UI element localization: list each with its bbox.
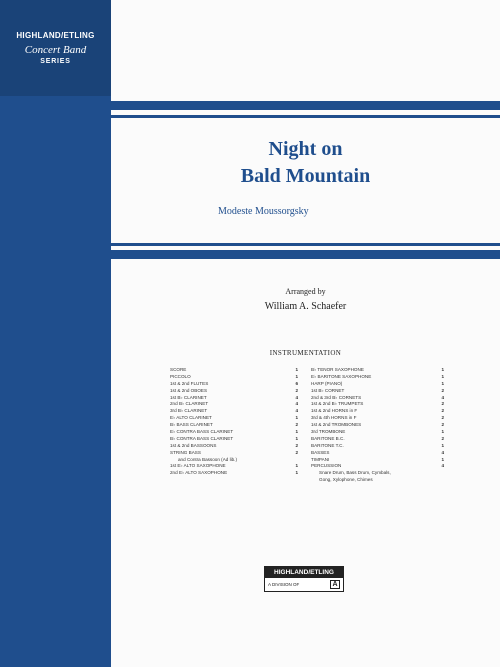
alfred-logo-icon: A	[330, 580, 340, 589]
composer-name: Modeste Moussorgsky	[218, 206, 309, 217]
instrument-name: and Contra Bassoon (Ad lib.)	[178, 456, 237, 462]
instrument-name: B♭ BASS CLARINET	[170, 422, 213, 428]
instrument-row	[311, 429, 444, 436]
instrument-name: 1st & 2nd OBOES	[170, 387, 208, 393]
series-word: SERIES	[40, 58, 71, 65]
instrument-row	[170, 457, 298, 464]
instrument-quantity: 4	[441, 449, 444, 455]
instrument-row	[311, 470, 444, 477]
arranger-name: William A. Schaefer	[264, 301, 347, 312]
instrument-row	[170, 395, 298, 402]
instrument-name: BASSES	[311, 449, 330, 455]
instrument-quantity: 2	[441, 387, 444, 393]
instrument-quantity: 6	[295, 380, 298, 386]
series-label-box	[0, 0, 111, 96]
instrument-row	[311, 415, 444, 422]
instrument-quantity: 2	[441, 408, 444, 414]
instrument-name: 3rd TROMBONE	[311, 429, 346, 435]
instrument-quantity: 1	[295, 429, 298, 435]
instrument-row	[170, 436, 298, 443]
arranged-by-label: Arranged by	[285, 287, 326, 296]
instrument-name: 1st & 2nd TROMBONES	[311, 422, 362, 428]
instrument-row	[170, 443, 298, 450]
instrument-row	[311, 381, 444, 388]
instrument-name: 3rd B♭ CLARINET	[170, 408, 208, 414]
instrument-row	[311, 443, 444, 450]
instrument-quantity: 1	[441, 367, 444, 372]
instrument-row	[311, 477, 444, 484]
instrument-quantity: 1	[441, 380, 444, 386]
instrument-name: BARITONE B.C.	[311, 435, 345, 441]
instrument-quantity: 1	[295, 470, 298, 476]
instrument-name: 1st & 2nd HORNS in F	[311, 408, 358, 414]
instrument-row	[170, 401, 298, 408]
instrument-name: STRING BASS	[170, 449, 201, 455]
instrument-row	[311, 436, 444, 443]
instrument-quantity: 4	[441, 463, 444, 469]
instrument-row	[311, 422, 444, 429]
instrument-quantity: 1	[295, 373, 298, 379]
publisher-logo-name: HIGHLAND/ETLING	[265, 567, 343, 578]
instrument-row	[170, 422, 298, 429]
instrument-row	[311, 374, 444, 381]
instrument-quantity: 4	[441, 394, 444, 400]
instrument-quantity: 2	[295, 449, 298, 455]
instrument-row	[311, 457, 444, 464]
instrument-name: B♭ TENOR SAXOPHONE	[311, 367, 364, 372]
instrument-quantity: 2	[441, 435, 444, 441]
instrument-quantity: 1	[441, 442, 444, 448]
instrument-quantity: 2	[295, 422, 298, 428]
instrument-row	[170, 408, 298, 415]
instrument-row	[170, 381, 298, 388]
instrument-quantity: 4	[295, 394, 298, 400]
instrument-quantity: 2	[295, 442, 298, 448]
instrument-name: 2nd E♭ ALTO SAXOPHONE	[170, 470, 228, 476]
instrument-name: 1st E♭ ALTO SAXOPHONE	[170, 463, 226, 469]
instrument-name: 1st B♭ CORNET	[311, 387, 345, 393]
instrument-row	[170, 470, 298, 477]
instrument-name: E♭ CONTRA BASS CLARINET	[170, 429, 234, 435]
top-thin-band	[111, 115, 500, 118]
left-blue-panel	[0, 0, 111, 667]
instrument-quantity: 1	[295, 435, 298, 441]
instrument-quantity: 1	[295, 367, 298, 372]
instrument-quantity: 2	[441, 415, 444, 421]
series-title: Concert Band	[24, 44, 87, 56]
instrument-row	[311, 388, 444, 395]
instrument-row	[311, 367, 444, 374]
instrument-name: PERCUSSION	[311, 463, 342, 469]
instrument-quantity: 1	[295, 463, 298, 469]
instrument-name: 1st & 2nd B♭ TRUMPETS	[311, 401, 364, 407]
instrument-name: SCORE	[170, 367, 187, 372]
instrument-quantity: 1	[441, 373, 444, 379]
instrument-quantity: 2	[295, 387, 298, 393]
top-thick-band	[111, 101, 500, 110]
instrument-name: E♭ BARITONE SAXOPHONE	[311, 373, 372, 379]
instrument-row	[311, 463, 444, 470]
instrument-name: Gong, Xylophone, Chimes	[319, 477, 373, 483]
instrument-quantity: 1	[441, 456, 444, 462]
instrumentation-heading: INSTRUMENTATION	[269, 349, 342, 357]
instrument-row	[311, 408, 444, 415]
publisher-logo	[264, 566, 344, 592]
instrument-name: B♭ CONTRA BASS CLARINET	[170, 435, 234, 441]
instrument-quantity: 4	[295, 408, 298, 414]
instrument-name: E♭ ALTO CLARINET	[170, 415, 212, 421]
series-publisher-name: HIGHLAND/ETLING	[16, 31, 95, 40]
instrument-list-right	[311, 367, 444, 484]
instrument-name: 1st & 2nd BASSOONS	[170, 442, 217, 448]
instrument-name: 2nd & 3rd B♭ CORNETS	[311, 394, 362, 400]
instrument-row	[170, 415, 298, 422]
instrument-list-left	[170, 367, 298, 477]
instrument-name: 1st & 2nd FLUTES	[170, 380, 209, 386]
instrument-name: HARP (PIANO)	[311, 380, 343, 386]
bottom-thin-band	[111, 243, 500, 246]
instrument-name: BARITONE T.C.	[311, 442, 344, 448]
instrument-row	[170, 367, 298, 374]
publisher-logo-division: A DIVISION OF	[268, 582, 300, 587]
bottom-thick-band	[111, 250, 500, 259]
instrument-quantity: 2	[441, 422, 444, 428]
instrument-name: 2nd B♭ CLARINET	[170, 401, 209, 407]
instrument-row	[311, 450, 444, 457]
instrument-name: Snare Drum, Bass Drum, Cymbals,	[319, 470, 391, 476]
title-line-1: Night on	[268, 138, 343, 160]
instrument-name: 3rd & 4th HORNS in F	[311, 415, 357, 421]
instrument-row	[170, 429, 298, 436]
instrument-row	[170, 374, 298, 381]
instrument-name: TIMPANI	[311, 456, 330, 462]
instrument-row	[170, 450, 298, 457]
instrument-quantity: 1	[441, 429, 444, 435]
instrument-row	[170, 388, 298, 395]
instrument-row	[311, 395, 444, 402]
title-line-2: Bald Mountain	[240, 165, 371, 187]
instrument-name: 1st B♭ CLARINET	[170, 394, 207, 400]
instrument-quantity: 1	[295, 415, 298, 421]
instrument-name: PICCOLO	[170, 373, 191, 379]
instrument-row	[170, 463, 298, 470]
instrument-quantity: 2	[441, 401, 444, 407]
instrument-row	[311, 401, 444, 408]
instrument-quantity: 4	[295, 401, 298, 407]
